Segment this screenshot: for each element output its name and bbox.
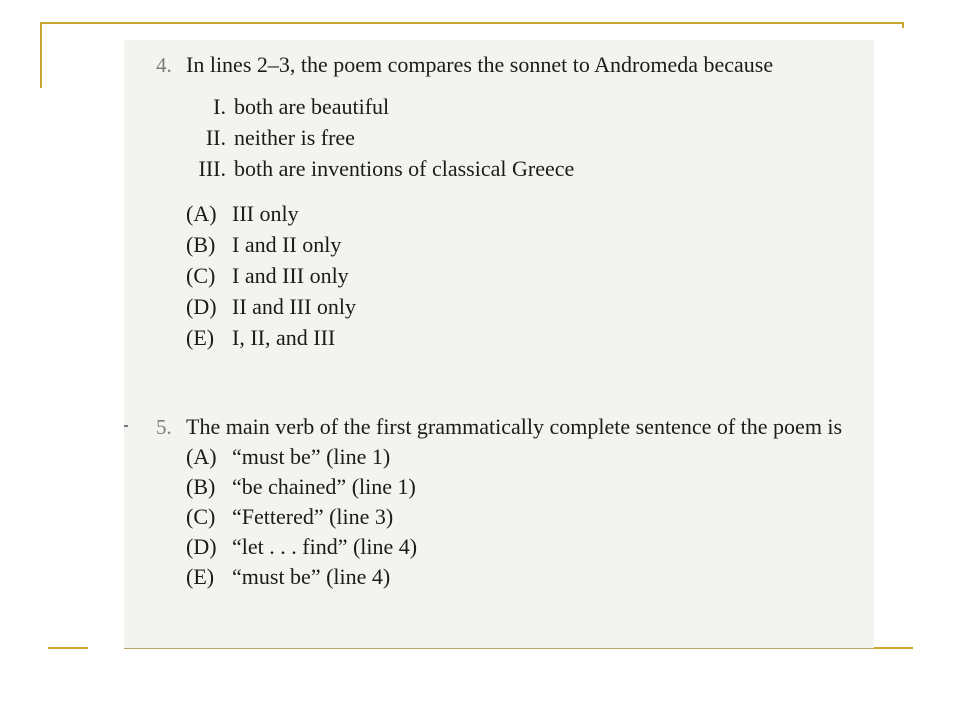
question-4-choices [156, 199, 856, 354]
question-4-stem [156, 50, 856, 80]
answer-choice-c [156, 261, 856, 292]
statement-item [156, 154, 856, 185]
choice-text: I and II only [232, 232, 342, 257]
margin-mark [124, 425, 128, 427]
question-4-statements [156, 92, 856, 185]
slide-bottom-left-rule [48, 647, 88, 649]
choice-mark: (B) [186, 232, 216, 257]
slide-left-rule [40, 22, 42, 88]
choice-text: “Fettered” (line 3) [232, 504, 394, 529]
choice-mark: (E) [186, 325, 215, 350]
question-5 [156, 412, 856, 592]
question-5-number: 5. [156, 415, 172, 439]
answer-choice-e [156, 323, 856, 354]
statement-text: neither is free [234, 125, 355, 150]
choice-mark: (D) [186, 534, 217, 559]
choice-mark: (A) [186, 444, 217, 469]
statement-text: both are beautiful [234, 94, 390, 119]
answer-choice-a [156, 442, 856, 472]
choice-mark: (E) [186, 564, 215, 589]
choice-mark: (C) [186, 504, 216, 529]
slide-right-rule [902, 22, 904, 28]
statement-text: both are inventions of classical Greece [234, 156, 575, 181]
question-5-prompt: The main verb of the first grammatically complete sentence of the poem is [186, 414, 843, 439]
choice-mark: (A) [186, 201, 217, 226]
slide-bottom-right-rule [873, 647, 913, 649]
scanned-page [124, 40, 874, 649]
choice-text: I and III only [232, 263, 349, 288]
choice-text: II and III only [232, 294, 357, 319]
question-4 [156, 50, 856, 354]
answer-choice-d [156, 532, 856, 562]
choice-mark: (D) [186, 294, 217, 319]
choice-mark: (C) [186, 263, 216, 288]
answer-choice-e [156, 562, 856, 592]
question-4-prompt: In lines 2–3, the poem compares the sonnet to Andromeda because [186, 52, 774, 77]
question-5-choices [156, 442, 856, 592]
choice-text: I, II, and III [232, 325, 336, 350]
choice-text: “must be” (line 4) [232, 564, 391, 589]
choice-mark: (B) [186, 474, 216, 499]
statement-mark: II. [205, 125, 226, 150]
choice-text: “must be” (line 1) [232, 444, 391, 469]
statement-item [156, 92, 856, 123]
answer-choice-a [156, 199, 856, 230]
answer-choice-b [156, 472, 856, 502]
question-5-stem [156, 412, 856, 442]
answer-choice-c [156, 502, 856, 532]
question-4-number: 4. [156, 53, 172, 77]
choice-text: III only [232, 201, 299, 226]
choice-text: “let . . . find” (line 4) [232, 534, 418, 559]
answer-choice-d [156, 292, 856, 323]
slide-top-rule [40, 22, 904, 24]
statement-mark: I. [213, 94, 226, 119]
statement-mark: III. [198, 156, 226, 181]
statement-item [156, 123, 856, 154]
choice-text: “be chained” (line 1) [232, 474, 416, 499]
answer-choice-b [156, 230, 856, 261]
